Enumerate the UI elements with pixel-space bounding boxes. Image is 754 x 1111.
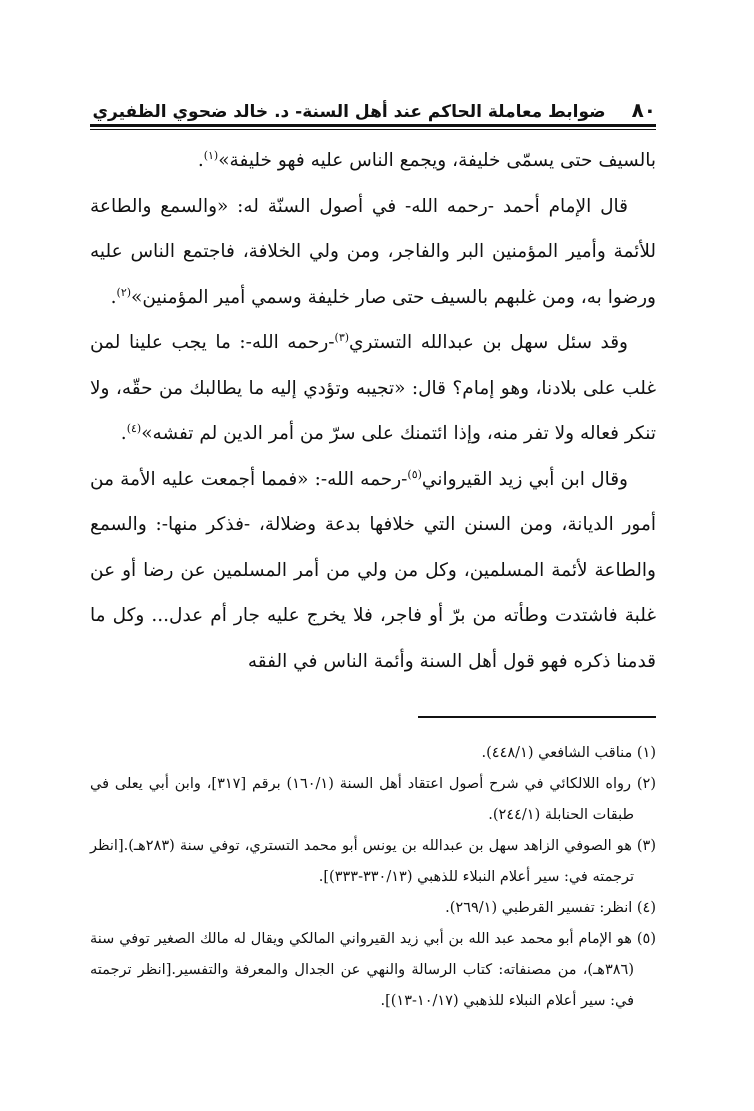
footnote-ref-2: (٢) <box>116 285 132 299</box>
paragraph-2: قال الإمام أحمد -رحمه الله- في أصول السنّة له: «والسمع والطاعة للأئمة وأمير المؤمنين البر والفاجر، ومن ولي الخلافة، فاجتمع الناس عليه ورضوا به، ومن غلبهم بالسيف حتى صار خليفة وسمي أمير المؤمنين»$^{(٢)}$. <box>90 195 656 308</box>
footnote-ref-1: (١) <box>203 148 219 162</box>
header-rule-thin <box>90 129 656 130</box>
running-title: ضوابط معاملة الحاكم عند أهل السنة- د. خالد ضحوي الظفيري <box>92 102 606 122</box>
page-number: ٨٠ <box>631 98 656 122</box>
footnote-5: (٥) هو الإمام أبو محمد عبد الله بن أبي زيد القيرواني المالكي ويقال له مالك الصغير توفي سنة (٣٨٦هـ)، من مصنفاته: كتاب الرسالة والنهي عن الجدال والمعرفة والتفسير.[انظر ترجمته في: سير أعلام النبلاء للذهبي (١٠/١٧-١٣)]. <box>90 931 656 1009</box>
footnote-ref-3: (٣) <box>334 330 350 344</box>
paragraph-4: وقال ابن أبي زيد القيرواني$^{(٥)}$-رحمه الله-: «فمما أجمعت عليه الأمة من أمور الديانة، ومن السنن التي خلافها بدعة وضلالة، -فذكر منها-: والسمع والطاعة لأئمة المسلمين، وكل من ولي من أمر المسلمين عن رضا أو عن غلبة فاشتدت وطأته من برّ أو فاجر، فلا يخرج عليه جار أم عدل... وكل ما قدمنا ذكره فهو قول أهل السنة وأئمة الناس في الفقه <box>90 467 656 672</box>
footnote-1: (١) مناقب الشافعي (٤٤٨/١). <box>481 745 656 761</box>
page-header <box>90 86 656 122</box>
footnote-separator <box>418 716 656 718</box>
footnote-ref-4: (٤) <box>126 421 142 435</box>
footnote-ref-5: (٥) <box>407 467 422 481</box>
footnote-4: (٤) انظر: تفسير القرطبي (٢٦٩/١). <box>445 900 656 916</box>
body-text <box>90 138 656 684</box>
paragraph-1: بالسيف حتى يسمّى خليفة، ويجمع الناس عليه فهو خليفة»$^{(١)}$. <box>197 148 656 171</box>
footnote-2: (٢) رواه اللالكائي في شرح أصول اعتقاد أهل السنة (١٦٠/١) برقم [٣١٧]، وابن أبي يعلى في طبقات الحنابلة (٢٤٤/١). <box>90 776 656 823</box>
footnotes <box>90 738 656 1017</box>
paragraph-3: وقد سئل سهل بن عبدالله التستري$^{(٣)}$-رحمه الله-: ما يجب علينا لمن غلب على بلادنا، وهو إمام؟ قال: «تجيبه وتؤدي إليه ما يطالبك من حقّه، ولا تنكر فعاله ولا تفر منه، وإذا ائتمنك على سرّ من أمر الدين لم تفشه»$^{(٤)}$. <box>90 330 656 444</box>
footnote-3: (٣) هو الصوفي الزاهد سهل بن عبدالله بن يونس أبو محمد التستري، توفي سنة (٢٨٣هـ).[انظر ترجمته في: سير أعلام النبلاء للذهبي (٣٣٠/١٣-٣٣٣)]. <box>90 838 656 885</box>
header-rule-thick <box>90 124 656 127</box>
